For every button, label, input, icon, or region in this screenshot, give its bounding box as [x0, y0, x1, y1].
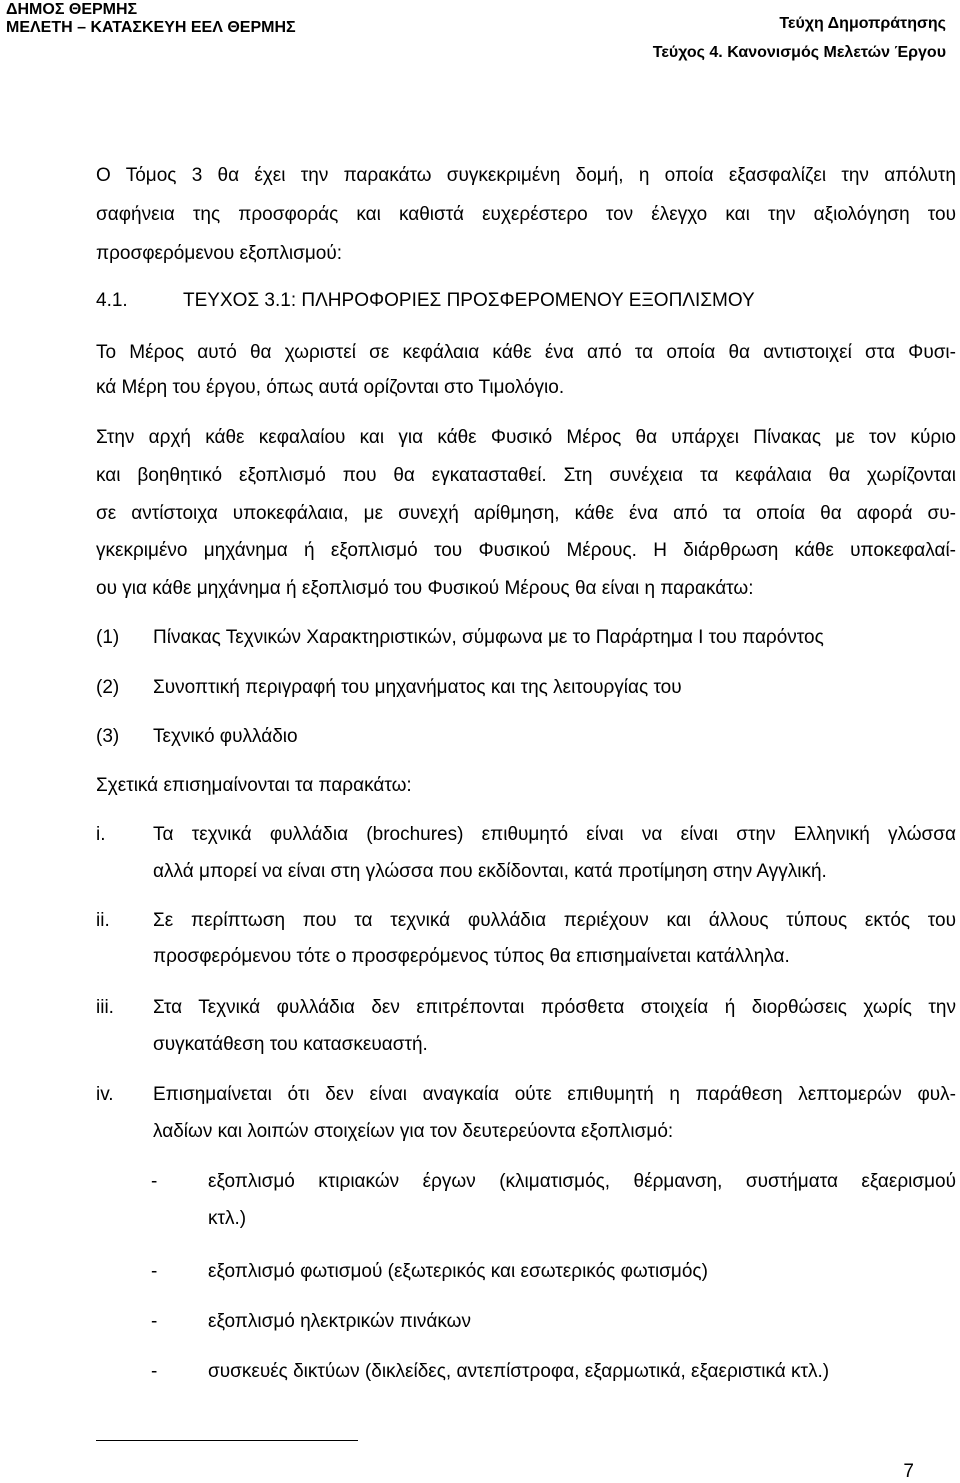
para2-line: Στην αρχή κάθε κεφαλαίου και για κάθε Φυσικό Μέρος θα υπάρχει Πίνακας με τον κύριο	[96, 427, 956, 448]
section-number: 4.1.	[96, 290, 128, 311]
intro-line: σαφήνεια της προσφοράς και καθιστά ευχερέστερο τον έλεγχο και την αξιολόγηση του	[96, 204, 956, 225]
numbered-item-text: Συνοπτική περιγραφή του μηχανήματος και της λειτουργίας του	[153, 677, 682, 698]
header-project: ΜΕΛΕΤΗ – ΚΑΤΑΣΚΕΥΗ ΕΕΛ ΘΕΡΜΗΣ	[6, 19, 296, 36]
numbered-item-number: (1)	[96, 627, 120, 648]
dash-bullet: -	[151, 1171, 158, 1192]
para2-line: ου για κάθε μηχάνημα ή εξοπλισμό του Φυσικού Μέρους θα είναι η παρακάτω:	[96, 578, 754, 599]
dash-item-line: κτλ.)	[208, 1208, 247, 1229]
note-number: ii.	[96, 910, 110, 931]
dash-bullet: -	[151, 1311, 158, 1332]
intro-line: προσφερόμενου εξοπλισμού:	[96, 243, 343, 264]
para1-line: Το Μέρος αυτό θα χωριστεί σε κεφάλαια κάθε ένα από τα οποία θα αντιστοιχεί στα Φυσι-	[96, 342, 956, 363]
numbered-item-text: Πίνακας Τεχνικών Χαρακτηριστικών, σύμφωνα με το Παράρτημα Ι του παρόντος	[153, 627, 824, 648]
header-volume-type: Τεύχη Δημοπράτησης	[779, 15, 946, 32]
page-number: 7	[903, 1461, 914, 1482]
header-org: ΔΗΜΟΣ ΘΕΡΜΗΣ	[6, 1, 138, 18]
section-title: ΤΕΥΧΟΣ 3.1: ΠΛΗΡΟΦΟΡΙΕΣ ΠΡΟΣΦΕΡΟΜΕΝΟΥ ΕΞΟΠΛΙΣΜΟΥ	[183, 290, 755, 311]
numbered-item-text: Τεχνικό φυλλάδιο	[153, 726, 298, 747]
intro-line: Ο Τόμος 3 θα έχει την παρακάτω συγκεκριμένη δομή, η οποία εξασφαλίζει την απόλυτη	[96, 165, 956, 186]
note-line: αλλά μπορεί να είναι στη γλώσσα που εκδίδονται, κατά προτίμηση στην Αγγλική.	[153, 861, 827, 882]
note-line: Τα τεχνικά φυλλάδια (brochures) επιθυμητό είναι να είναι στην Ελληνική γλώσσα	[153, 824, 956, 845]
dash-item-line: εξοπλισμό ηλεκτρικών πινάκων	[208, 1311, 471, 1332]
para1-line: κά Μέρη του έργου, όπως αυτά ορίζονται στο Τιμολόγιο.	[96, 377, 565, 398]
footer-rule	[96, 1440, 358, 1441]
header-volume-title: Τεύχος 4. Κανονισμός Μελετών Έργου	[652, 44, 946, 61]
note-line: προσφερόμενου τότε ο προσφερόμενος τύπος θα επισημαίνεται κατάλληλα.	[153, 946, 790, 967]
numbered-item-number: (3)	[96, 726, 120, 747]
note-line: λαδίων και λοιπών στοιχείων για τον δευτερεύοντα εξοπλισμό:	[153, 1121, 674, 1142]
note-number: i.	[96, 824, 106, 845]
dash-bullet: -	[151, 1361, 158, 1382]
para2-line: γκεκριμένο μηχάνημα ή εξοπλισμό του Φυσικού Μέρους. Η διάρθρωση κάθε υποκεφαλαί-	[96, 540, 956, 561]
note-number: iv.	[96, 1084, 114, 1105]
para2-line: σε αντίστοιχα υποκεφάλαια, με συνεχή αρίθμηση, κάθε ένα από τα οποία θα αφορά συ-	[96, 503, 956, 524]
note-line: Στα Τεχνικά φυλλάδια δεν επιτρέπονται πρόσθετα στοιχεία ή διορθώσεις χωρίς την	[153, 997, 956, 1018]
note-line: συγκατάθεση του κατασκευαστή.	[153, 1034, 428, 1055]
note-number: iii.	[96, 997, 114, 1018]
note-line: Επισημαίνεται ότι δεν είναι αναγκαία ούτε επιθυμητή η παράθεση λεπτομερών φυλ-	[153, 1084, 956, 1105]
note-line: Σε περίπτωση που τα τεχνικά φυλλάδια περιέχουν και άλλους τύπους εκτός του	[153, 910, 956, 931]
dash-item-line: συσκευές δικτύων (δικλείδες, αντεπίστροφα, εξαρμωτικά, εξαεριστικά κτλ.)	[208, 1361, 830, 1382]
dash-item-line: εξοπλισμό κτιριακών έργων (κλιματισμός, θέρμανση, συστήματα εξαερισμού	[208, 1171, 956, 1192]
dash-bullet: -	[151, 1261, 158, 1282]
dash-item-line: εξοπλισμό φωτισμού (εξωτερικός και εσωτερικός φωτισμός)	[208, 1261, 708, 1282]
notes-heading: Σχετικά επισημαίνονται τα παρακάτω:	[96, 775, 412, 796]
para2-line: και βοηθητικό εξοπλισμό που θα εγκατασταθεί. Στη συνέχεια τα κεφάλαια θα χωρίζονται	[96, 465, 956, 486]
numbered-item-number: (2)	[96, 677, 120, 698]
